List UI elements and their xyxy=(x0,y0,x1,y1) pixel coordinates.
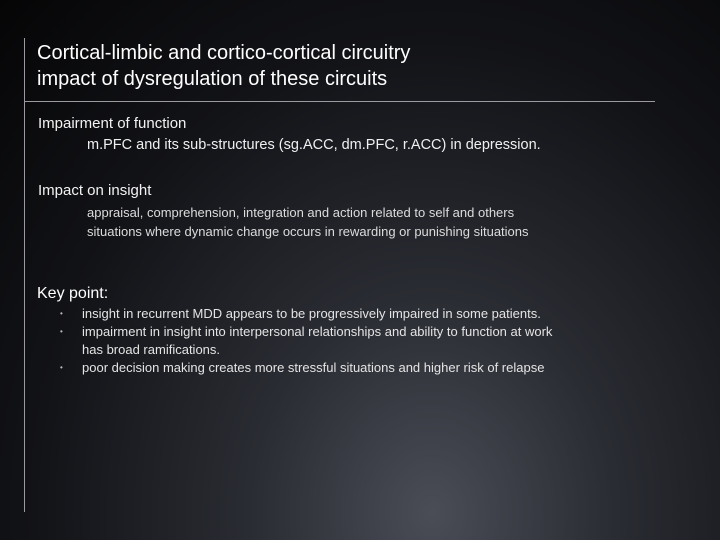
bullet-icon: • xyxy=(60,309,63,318)
list-item xyxy=(60,305,700,323)
key-point-heading: Key point: xyxy=(37,285,109,302)
bullet-icon: • xyxy=(60,363,63,372)
vertical-divider xyxy=(24,38,25,512)
slide-title xyxy=(37,40,677,92)
list-item-text: poor decision making creates more stressful situations and higher risk of relapse xyxy=(82,360,545,375)
list-item-text: insight in recurrent MDD appears to be progressively impaired in some patients. xyxy=(82,306,541,321)
title-line-1: Cortical-limbic and cortico-cortical circuitry xyxy=(37,42,411,64)
impairment-heading: Impairment of function xyxy=(38,115,187,132)
list-item xyxy=(60,323,700,359)
key-point-list xyxy=(60,305,700,377)
list-item-text-continued: has broad ramifications. xyxy=(82,342,221,357)
insight-heading: Impact on insight xyxy=(38,182,152,199)
list-item-text: impairment in insight into interpersonal relationships and ability to function at work xyxy=(82,324,553,339)
list-item xyxy=(60,359,700,377)
bullet-icon: • xyxy=(60,327,63,336)
insight-line-2: situations where dynamic change occurs in rewarding or punishing situations xyxy=(87,224,529,239)
insight-line-1: appraisal, comprehension, integration and action related to self and others xyxy=(87,205,515,220)
title-divider xyxy=(24,101,655,102)
title-line-2: impact of dysregulation of these circuits xyxy=(37,68,388,90)
impairment-detail: m.PFC and its sub-structures (sg.ACC, dm.PFC, r.ACC) in depression. xyxy=(87,137,541,153)
